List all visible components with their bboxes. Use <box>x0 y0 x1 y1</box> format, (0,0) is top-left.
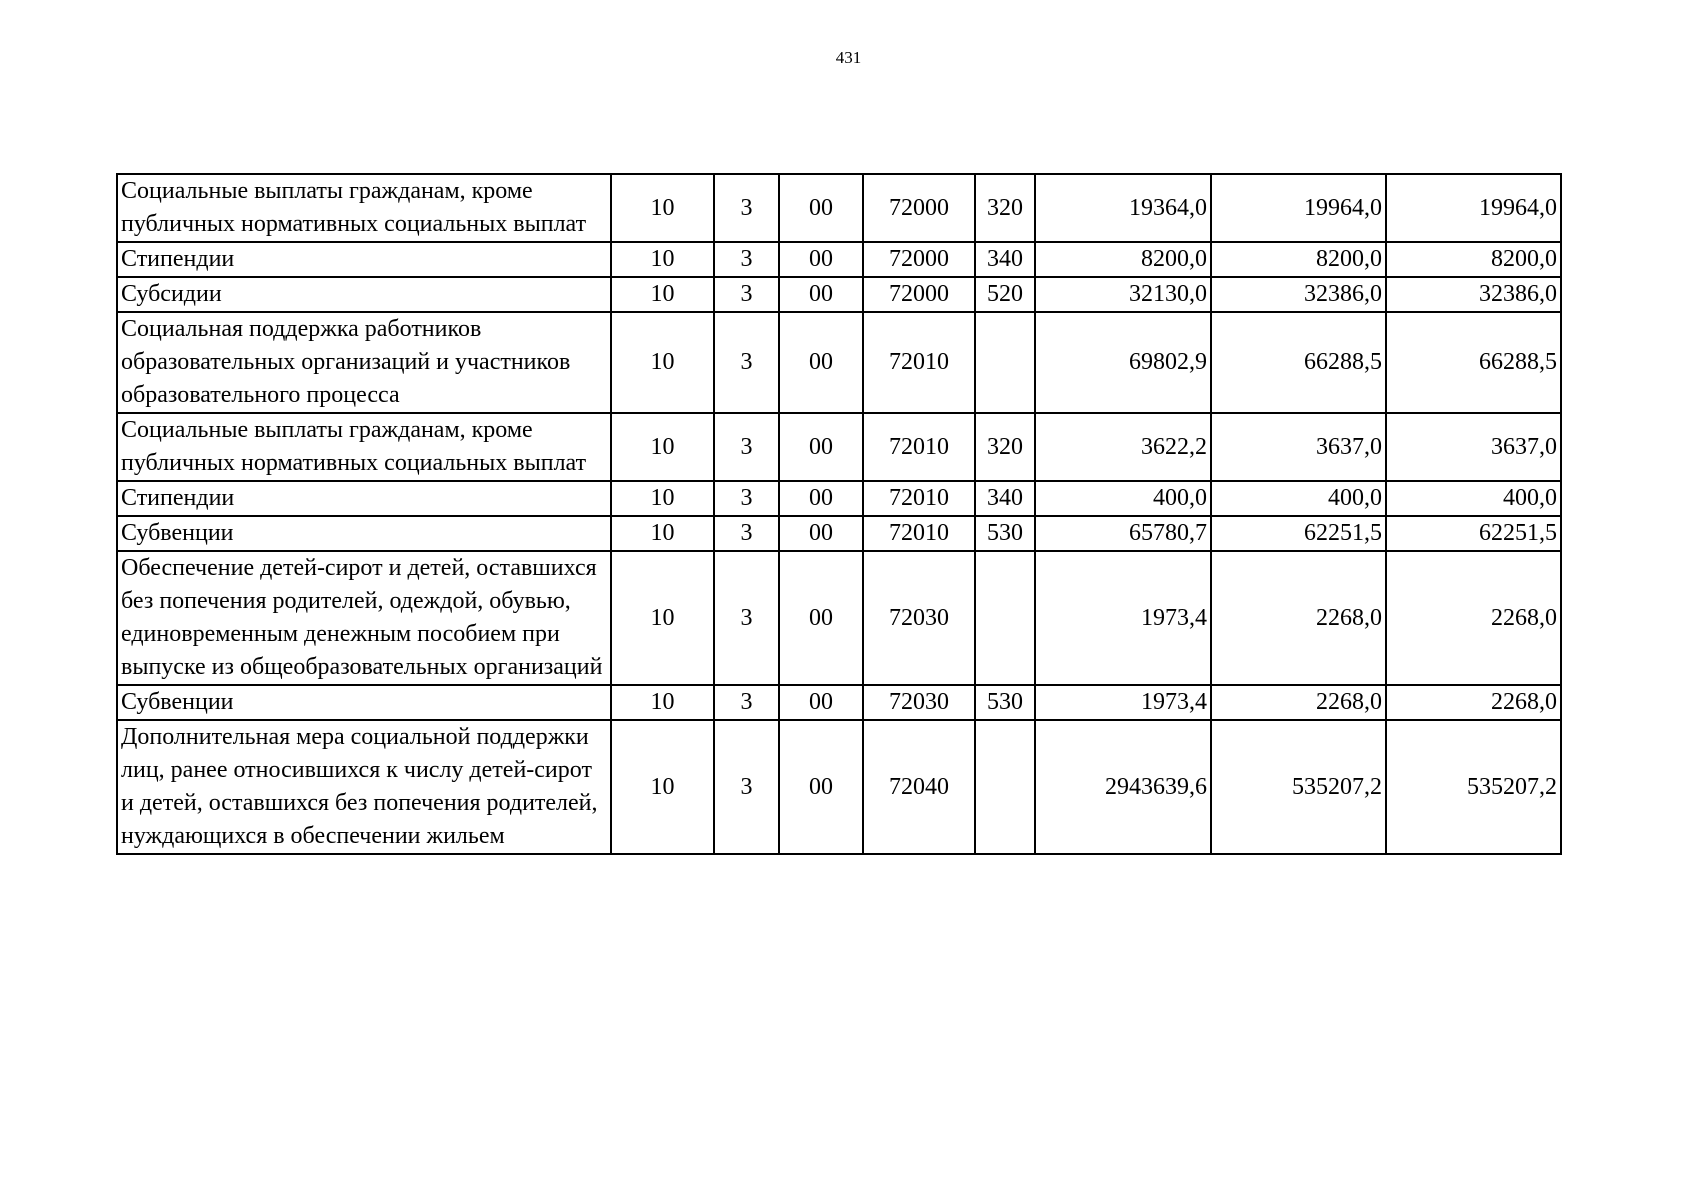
table-row <box>117 413 1561 481</box>
amount-year3-cell: 535207,2 <box>1386 720 1561 854</box>
expense-type-code-cell <box>975 551 1035 685</box>
target-item-code-cell: 72040 <box>863 720 975 854</box>
amount-year1-cell: 1973,4 <box>1035 551 1211 685</box>
amount-year1-cell: 1973,4 <box>1035 685 1211 720</box>
expense-type-code-cell: 530 <box>975 516 1035 551</box>
table-row <box>117 174 1561 242</box>
target-item-code-cell: 72030 <box>863 551 975 685</box>
row-name-cell: Дополнительная мера социальной поддержки лиц, ранее относившихся к числу детей-сирот и детей, оставшихся без попечения родителей, нуждающихся в обеспечении жильем <box>117 720 611 854</box>
target-item-code-cell: 72010 <box>863 312 975 413</box>
row-name-cell: Социальные выплаты гражданам, кроме публичных нормативных социальных выплат <box>117 413 611 481</box>
amount-year2-cell: 535207,2 <box>1211 720 1386 854</box>
section-code-cell: 10 <box>611 413 714 481</box>
table-row <box>117 685 1561 720</box>
section-code-cell: 10 <box>611 720 714 854</box>
amount-year3-cell: 66288,5 <box>1386 312 1561 413</box>
program-code-cell: 00 <box>779 413 863 481</box>
row-name-cell: Субсидии <box>117 277 611 312</box>
subsection-code-cell: 3 <box>714 174 779 242</box>
target-item-code-cell: 72000 <box>863 242 975 277</box>
amount-year2-cell: 62251,5 <box>1211 516 1386 551</box>
program-code-cell: 00 <box>779 685 863 720</box>
subsection-code-cell: 3 <box>714 242 779 277</box>
page-number: 431 <box>835 48 862 67</box>
amount-year1-cell: 3622,2 <box>1035 413 1211 481</box>
table-row <box>117 312 1561 413</box>
table-row <box>117 277 1561 312</box>
expense-type-code-cell: 320 <box>975 174 1035 242</box>
amount-year2-cell: 3637,0 <box>1211 413 1386 481</box>
amount-year2-cell: 2268,0 <box>1211 551 1386 685</box>
amount-year3-cell: 32386,0 <box>1386 277 1561 312</box>
row-name-cell: Социальные выплаты гражданам, кроме публичных нормативных социальных выплат <box>117 174 611 242</box>
target-item-code-cell: 72010 <box>863 413 975 481</box>
program-code-cell: 00 <box>779 174 863 242</box>
target-item-code-cell: 72000 <box>863 174 975 242</box>
section-code-cell: 10 <box>611 551 714 685</box>
subsection-code-cell: 3 <box>714 312 779 413</box>
amount-year1-cell: 19364,0 <box>1035 174 1211 242</box>
amount-year2-cell: 32386,0 <box>1211 277 1386 312</box>
expense-type-code-cell: 340 <box>975 242 1035 277</box>
row-name-cell: Обеспечение детей-сирот и детей, оставшихся без попечения родителей, одеждой, обувью, единовременным денежным пособием при выпуске из общеобразовательных организаций <box>117 551 611 685</box>
row-name-cell: Субвенции <box>117 516 611 551</box>
section-code-cell: 10 <box>611 481 714 516</box>
amount-year1-cell: 400,0 <box>1035 481 1211 516</box>
expense-type-code-cell: 520 <box>975 277 1035 312</box>
amount-year3-cell: 62251,5 <box>1386 516 1561 551</box>
program-code-cell: 00 <box>779 242 863 277</box>
expense-type-code-cell <box>975 312 1035 413</box>
expense-type-code-cell: 340 <box>975 481 1035 516</box>
expense-type-code-cell: 530 <box>975 685 1035 720</box>
amount-year2-cell: 8200,0 <box>1211 242 1386 277</box>
table-body <box>117 174 1561 854</box>
program-code-cell: 00 <box>779 720 863 854</box>
table-row <box>117 516 1561 551</box>
section-code-cell: 10 <box>611 516 714 551</box>
target-item-code-cell: 72010 <box>863 516 975 551</box>
amount-year3-cell: 2268,0 <box>1386 685 1561 720</box>
amount-year3-cell: 400,0 <box>1386 481 1561 516</box>
row-name-cell: Субвенции <box>117 685 611 720</box>
subsection-code-cell: 3 <box>714 551 779 685</box>
program-code-cell: 00 <box>779 551 863 685</box>
program-code-cell: 00 <box>779 481 863 516</box>
program-code-cell: 00 <box>779 277 863 312</box>
amount-year3-cell: 3637,0 <box>1386 413 1561 481</box>
table-row <box>117 551 1561 685</box>
section-code-cell: 10 <box>611 277 714 312</box>
budget-table <box>116 173 1562 855</box>
expense-type-code-cell <box>975 720 1035 854</box>
program-code-cell: 00 <box>779 312 863 413</box>
section-code-cell: 10 <box>611 174 714 242</box>
target-item-code-cell: 72010 <box>863 481 975 516</box>
subsection-code-cell: 3 <box>714 277 779 312</box>
amount-year1-cell: 69802,9 <box>1035 312 1211 413</box>
amount-year3-cell: 19964,0 <box>1386 174 1561 242</box>
amount-year2-cell: 2268,0 <box>1211 685 1386 720</box>
row-name-cell: Стипендии <box>117 242 611 277</box>
amount-year3-cell: 8200,0 <box>1386 242 1561 277</box>
target-item-code-cell: 72000 <box>863 277 975 312</box>
amount-year1-cell: 8200,0 <box>1035 242 1211 277</box>
amount-year1-cell: 32130,0 <box>1035 277 1211 312</box>
amount-year1-cell: 2943639,6 <box>1035 720 1211 854</box>
amount-year1-cell: 65780,7 <box>1035 516 1211 551</box>
table-row <box>117 481 1561 516</box>
section-code-cell: 10 <box>611 242 714 277</box>
subsection-code-cell: 3 <box>714 720 779 854</box>
table-row <box>117 720 1561 854</box>
subsection-code-cell: 3 <box>714 481 779 516</box>
program-code-cell: 00 <box>779 516 863 551</box>
amount-year2-cell: 66288,5 <box>1211 312 1386 413</box>
subsection-code-cell: 3 <box>714 516 779 551</box>
section-code-cell: 10 <box>611 312 714 413</box>
subsection-code-cell: 3 <box>714 685 779 720</box>
row-name-cell: Социальная поддержка работников образовательных организаций и участников образовательного процесса <box>117 312 611 413</box>
amount-year2-cell: 19964,0 <box>1211 174 1386 242</box>
section-code-cell: 10 <box>611 685 714 720</box>
expense-type-code-cell: 320 <box>975 413 1035 481</box>
target-item-code-cell: 72030 <box>863 685 975 720</box>
row-name-cell: Стипендии <box>117 481 611 516</box>
amount-year3-cell: 2268,0 <box>1386 551 1561 685</box>
amount-year2-cell: 400,0 <box>1211 481 1386 516</box>
table-row <box>117 242 1561 277</box>
subsection-code-cell: 3 <box>714 413 779 481</box>
